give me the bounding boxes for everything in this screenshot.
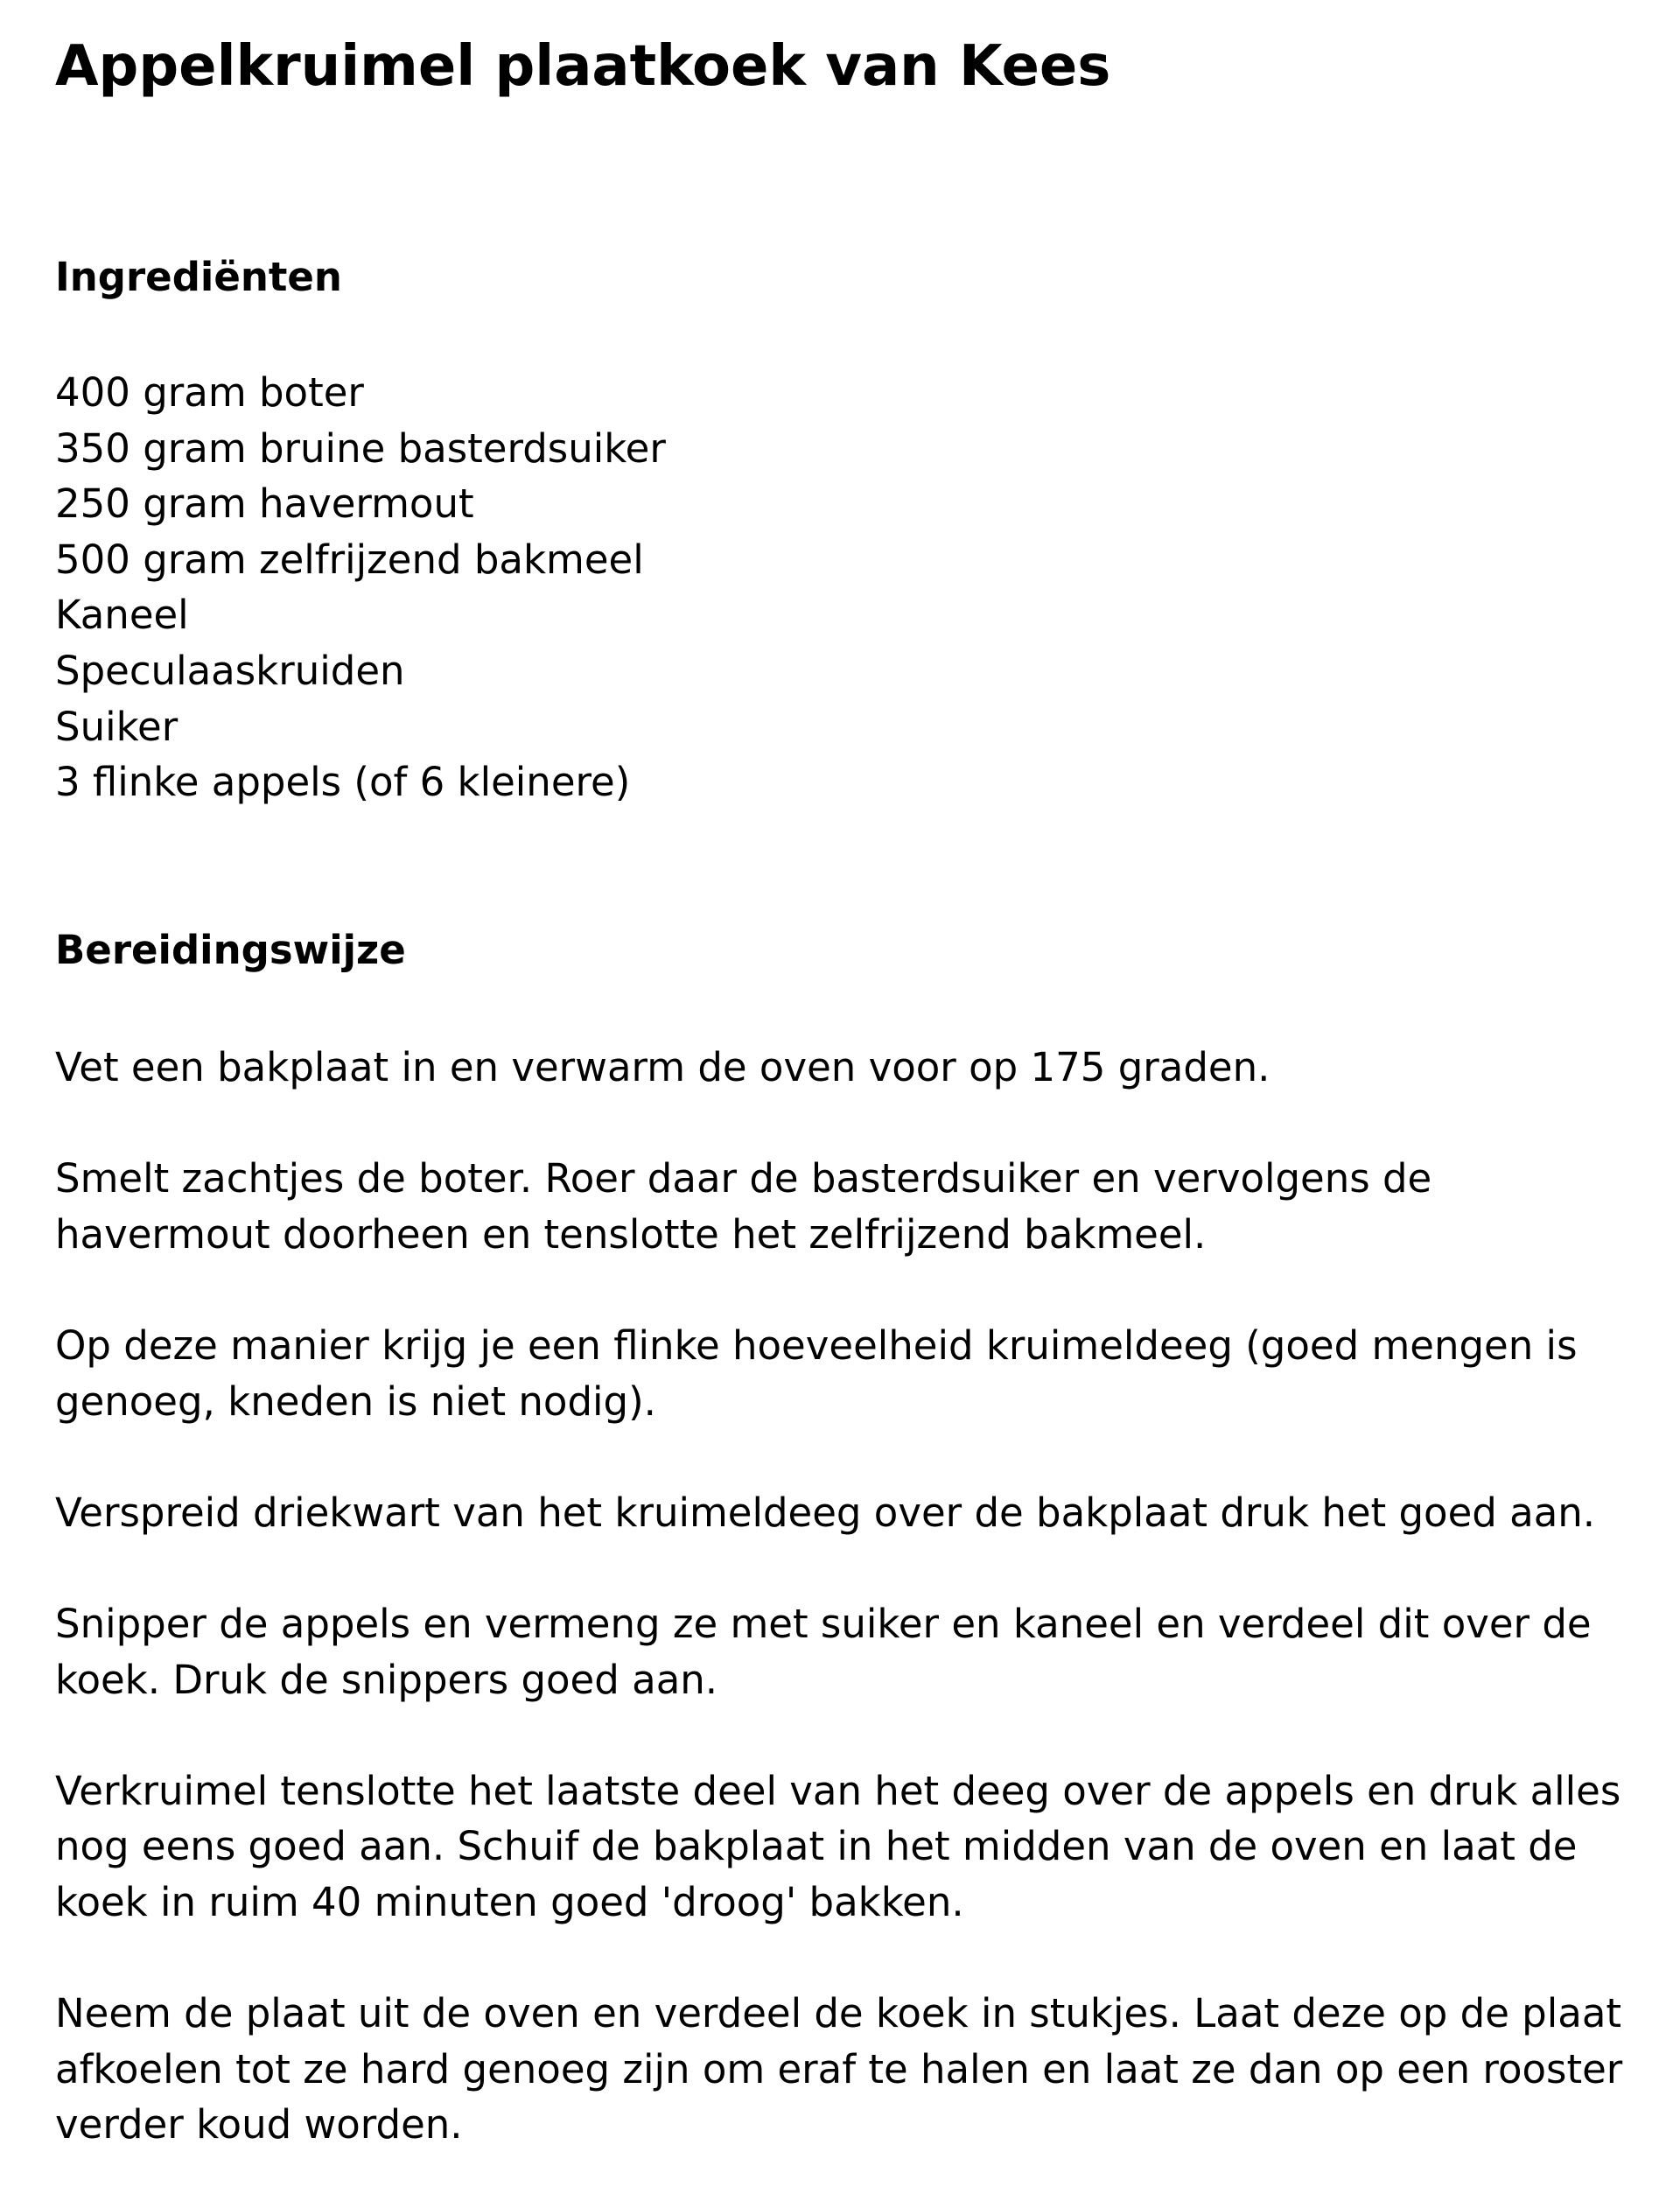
- ingredient-item: 3 flinke appels (of 6 kleinere): [55, 759, 631, 806]
- method-step: Op deze manier krijg je een flinke hoeveelheid kruimeldeeg (goed mengen is genoeg, kneden is niet nodig).: [55, 1321, 1578, 1425]
- method-step: Verspreid driekwart van het kruimeldeeg over de bakplaat druk het goed aan.: [55, 1489, 1596, 1536]
- method-heading: Bereidingswijze: [55, 927, 406, 973]
- ingredient-item: 250 gram havermout: [55, 480, 474, 528]
- ingredients-list: [55, 365, 666, 810]
- method-step: Vet een bakplaat in en verwarm de oven voor op 175 graden.: [55, 1044, 1270, 1090]
- page-title: Appelkruimel plaatkoek van Kees: [55, 34, 1111, 99]
- ingredient-item: Kaneel: [55, 592, 189, 639]
- method-step: Neem de plaat uit de oven en verdeel de koek in stukjes. Laat deze op de plaat afkoelen tot ze hard genoeg zijn om eraf te halen en laat ze dan op een rooster verder koud worden.: [55, 1990, 1623, 2148]
- ingredient-item: 350 gram bruine basterdsuiker: [55, 424, 666, 472]
- method-step: Snipper de appels en vermeng ze met suiker en kaneel en verdeel dit over de koek. Druk de snippers goed aan.: [55, 1600, 1592, 1703]
- ingredient-item: Suiker: [55, 703, 178, 750]
- ingredient-item: 500 gram zelfrijzend bakmeel: [55, 536, 644, 583]
- method-step: Smelt zachtjes de boter. Roer daar de basterdsuiker en vervolgens de havermout doorheen en tenslotte het zelfrijzend bakmeel.: [55, 1155, 1432, 1258]
- ingredients-heading: Ingrediënten: [55, 254, 342, 300]
- method-steps: [55, 1040, 1630, 2208]
- ingredient-item: 400 gram boter: [55, 369, 364, 416]
- ingredient-item: Speculaaskruiden: [55, 647, 405, 694]
- method-step: Verkruimel tenslotte het laatste deel van het deeg over de appels en druk alles nog eens goed aan. Schuif de bakplaat in het midden van de oven en laat de koek in ruim 40 minuten goed 'droog' bakken.: [55, 1767, 1621, 1925]
